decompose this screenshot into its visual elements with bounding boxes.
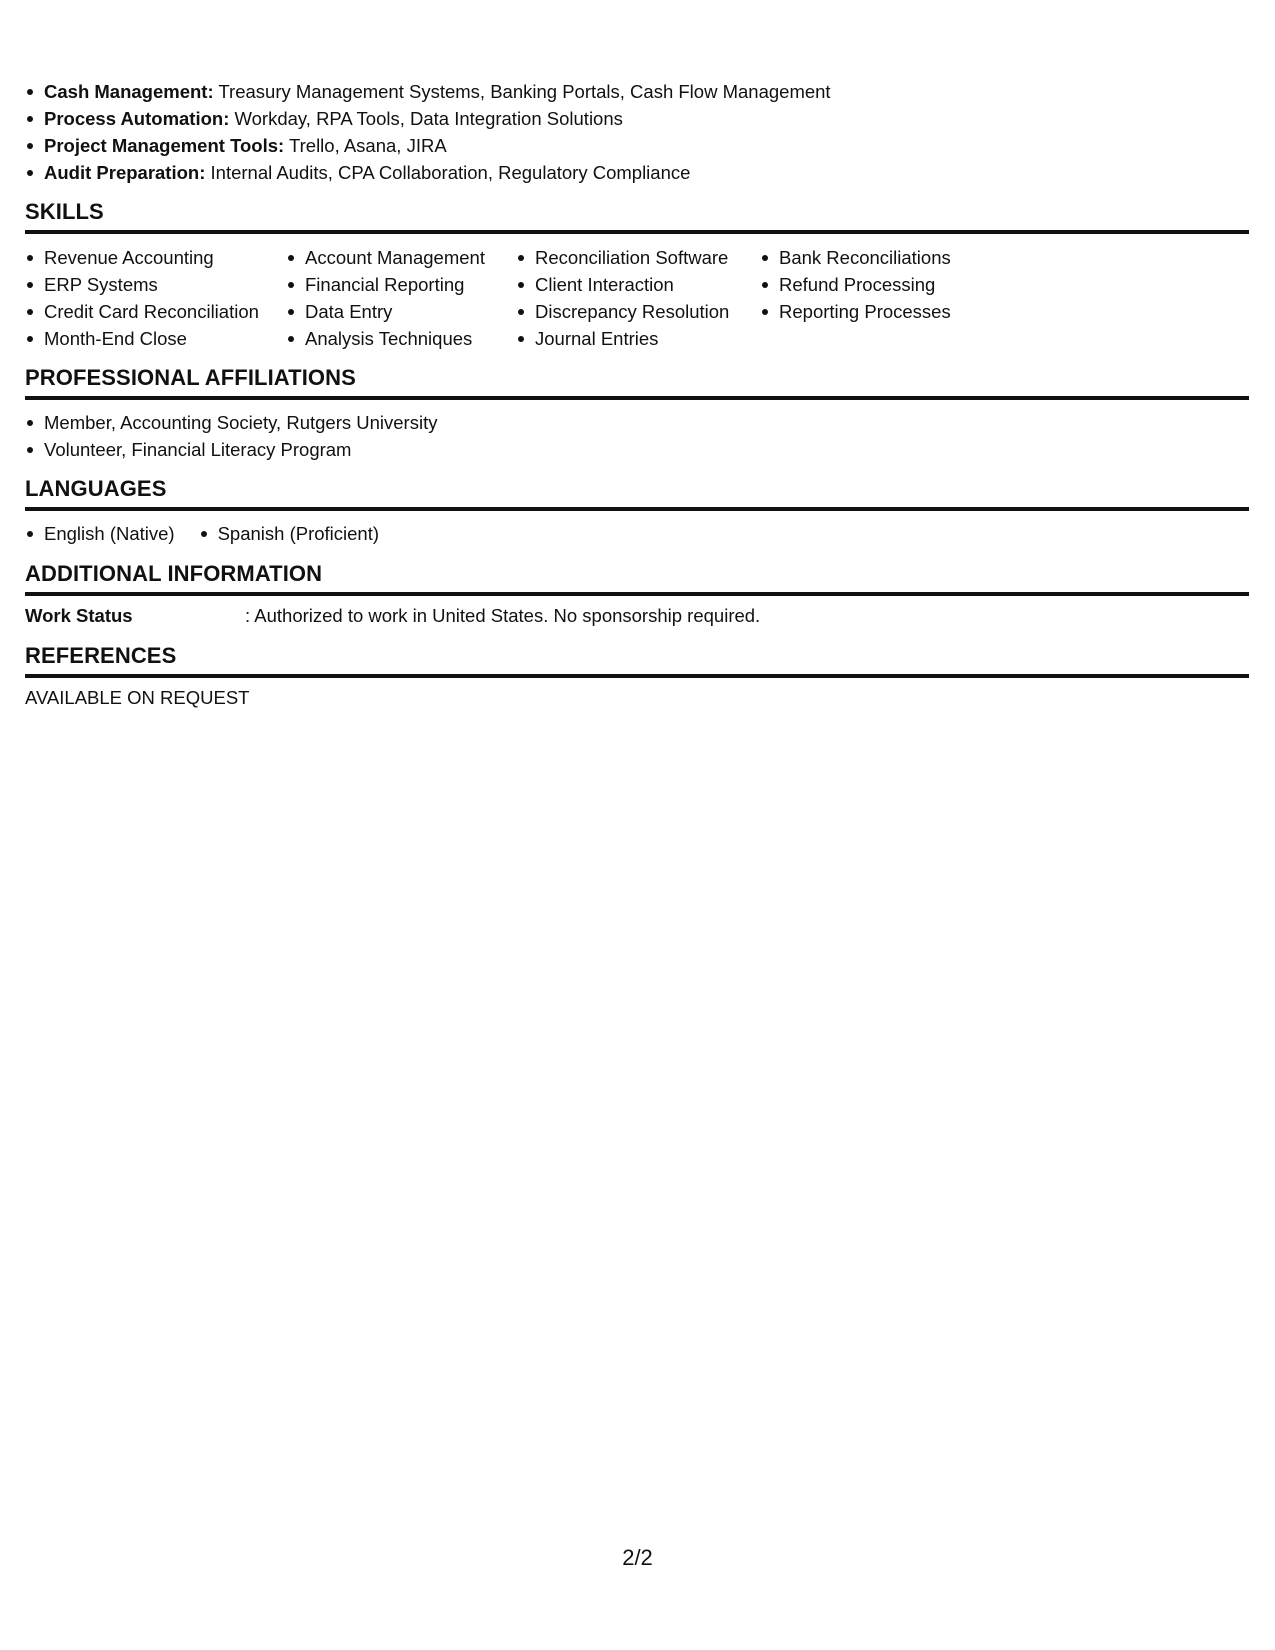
skill-item: Analysis Techniques bbox=[286, 325, 496, 352]
list-item bbox=[25, 132, 831, 159]
item-text: Treasury Management Systems, Banking Portals, Cash Flow Management bbox=[213, 81, 831, 102]
skill-item: Account Management bbox=[286, 244, 496, 271]
skills-column bbox=[516, 244, 740, 352]
skill-item: Reconciliation Software bbox=[516, 244, 740, 271]
skill-item: Revenue Accounting bbox=[25, 244, 266, 271]
additional-info-heading: ADDITIONAL INFORMATION bbox=[25, 561, 1249, 596]
item-label: Process Automation: bbox=[44, 108, 230, 129]
skill-item: Data Entry bbox=[286, 298, 496, 325]
item-text: Workday, RPA Tools, Data Integration Solutions bbox=[229, 108, 623, 129]
list-item: Volunteer, Financial Literacy Program bbox=[25, 436, 437, 463]
skills-column bbox=[25, 244, 266, 352]
list-item: Member, Accounting Society, Rutgers University bbox=[25, 409, 437, 436]
skill-item: Discrepancy Resolution bbox=[516, 298, 740, 325]
work-status-value: : Authorized to work in United States. No sponsorship required. bbox=[245, 605, 761, 626]
affiliations-heading: PROFESSIONAL AFFILIATIONS bbox=[25, 365, 1249, 400]
skills-column bbox=[286, 244, 496, 352]
item-text: Internal Audits, CPA Collaboration, Regulatory Compliance bbox=[205, 162, 691, 183]
technical-proficiency-list bbox=[25, 78, 831, 186]
work-status-row bbox=[25, 602, 760, 629]
skill-item: Reporting Processes bbox=[760, 298, 960, 325]
list-item bbox=[25, 159, 831, 186]
skill-item: Bank Reconciliations bbox=[760, 244, 960, 271]
references-heading: REFERENCES bbox=[25, 643, 1249, 678]
skill-item: Credit Card Reconciliation bbox=[25, 298, 266, 325]
item-label: Cash Management: bbox=[44, 81, 214, 102]
language-item: English (Native) bbox=[25, 520, 175, 547]
languages-heading: LANGUAGES bbox=[25, 476, 1249, 511]
skill-item: Month-End Close bbox=[25, 325, 266, 352]
item-label: Audit Preparation: bbox=[44, 162, 206, 183]
skills-column bbox=[760, 244, 960, 352]
skill-item: Client Interaction bbox=[516, 271, 740, 298]
item-text: Trello, Asana, JIRA bbox=[284, 135, 447, 156]
list-item bbox=[25, 78, 831, 105]
languages-list bbox=[25, 520, 403, 547]
skill-item: Refund Processing bbox=[760, 271, 960, 298]
skill-item: ERP Systems bbox=[25, 271, 266, 298]
page-number: 2/2 bbox=[622, 1545, 653, 1570]
affiliations-list bbox=[25, 409, 437, 463]
skills-heading: SKILLS bbox=[25, 199, 1249, 234]
language-item: Spanish (Proficient) bbox=[199, 520, 379, 547]
list-item bbox=[25, 105, 831, 132]
references-text: AVAILABLE ON REQUEST bbox=[25, 687, 250, 708]
skill-item: Financial Reporting bbox=[286, 271, 496, 298]
work-status-label: Work Status bbox=[25, 605, 133, 626]
skill-item: Journal Entries bbox=[516, 325, 740, 352]
skills-grid bbox=[25, 244, 980, 352]
item-label: Project Management Tools: bbox=[44, 135, 285, 156]
